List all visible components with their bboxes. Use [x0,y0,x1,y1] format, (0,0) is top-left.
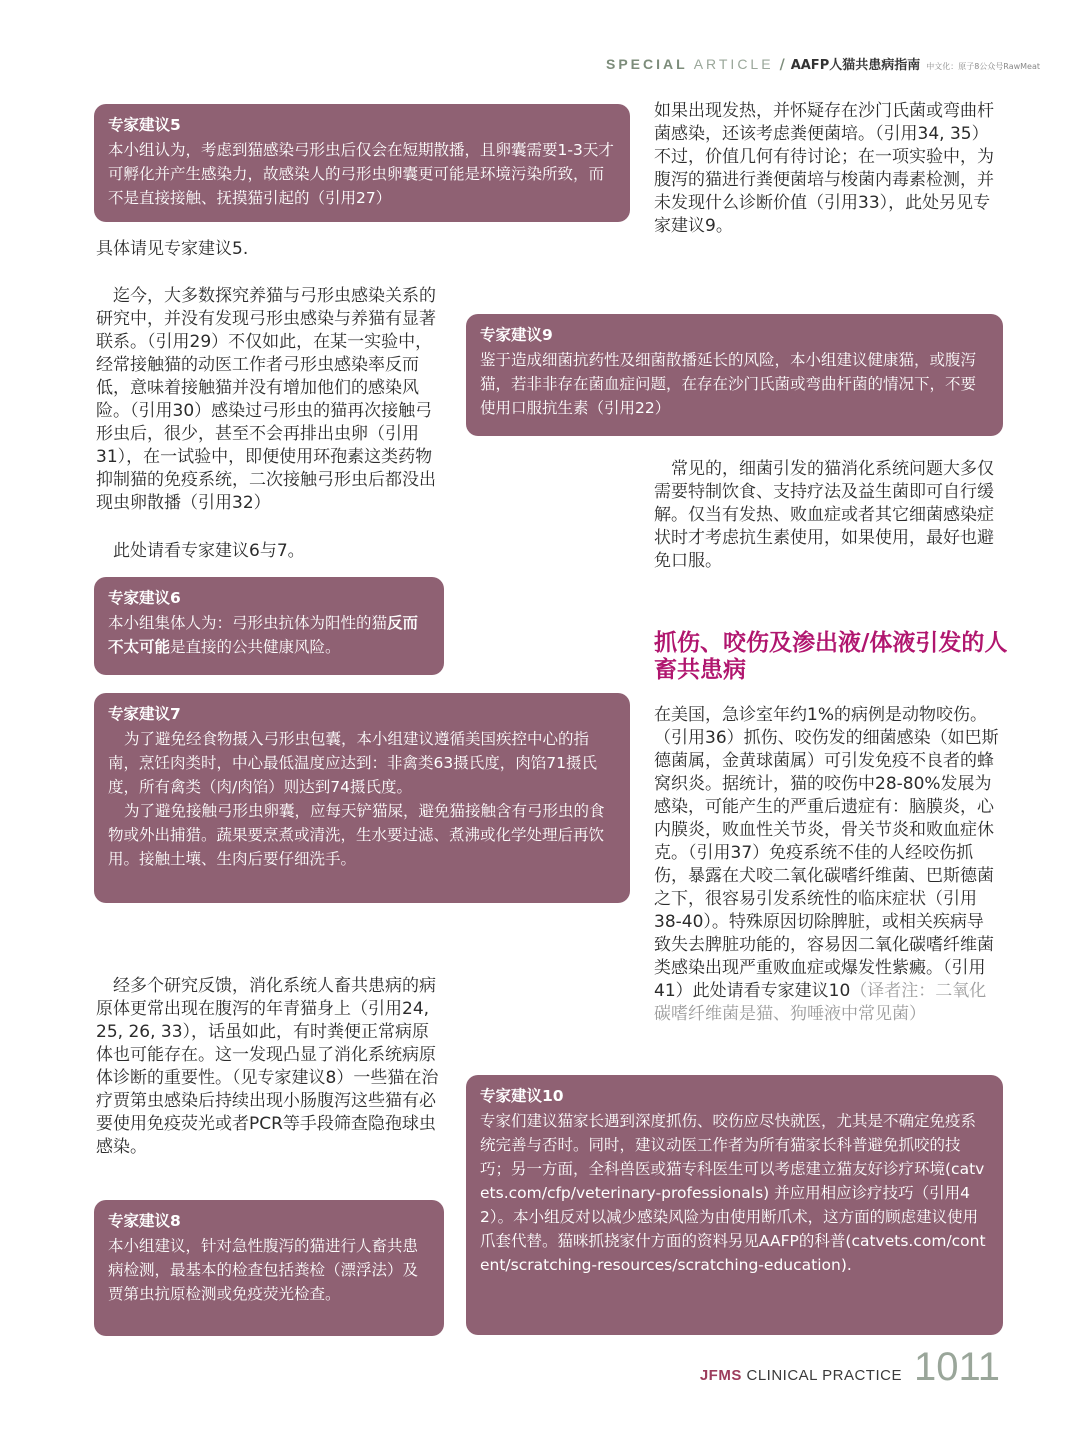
page-number: 1011 [913,1345,1000,1389]
recommendation-7-title: 专家建议7 [108,705,181,723]
header-slash: / [779,57,785,73]
digestive-paragraph: 经多个研究反馈，消化系统人畜共患病的病原体更常出现在腹泻的年青猫身上（引用24, 25, 26, 33），话虽如此，有时粪便正常病原体也可能存在。这一发现凸显了消化系统病原体诊断的重要性。（见专家建议8）一些猫在治疗贾第虫感染后持续出现小肠腹泻这些猫有必要使用免疫荧光或者PCR等手段筛查隐孢球虫感染。 [96,976,439,1157]
section-heading-bites: 抓伤、咬伤及渗出液/体液引发的人畜共患病 [654,630,1008,683]
recommendation-7-food: 为了避免经食物摄入弓形虫包囊，本小组建议遵循美国疾控中心的指南，烹饪肉类时，中心最低温度应达到：非禽类63摄氏度，肉馅71摄氏度，所有禽类（肉/肉馅）则达到74摄氏度。 [108,730,597,796]
recommendation-5-body: 本小组认为，考虑到猫感染弓形虫后仅会在短期散播，且卵囊需要1-3天才可孵化并产生感染力，故感染人的弓形虫卵囊更可能是环境污染所致，而不是直接接触、抚摸猫引起的（引用27） [108,141,614,207]
recommendation-6-title: 专家建议6 [108,589,181,607]
recommendation-6-body-a: 本小组集体人为：弓形虫抗体为阳性的猫 [108,614,388,632]
recommendation-8-title: 专家建议8 [108,1212,181,1230]
running-header [600,54,1040,76]
toxoplasma-paragraph: 迄今，大多数探究养猫与弓形虫感染关系的研究中，并没有发现弓形虫感染与养猫有显著联系。（引用29）不仅如此，在某一实验中，经常接触猫的动医工作者弓形虫感染率反而低，意味着接触猫并没有增加他们的感染风险。（引用30）感染过弓形虫的猫再次接触弓形虫后，很少，甚至不会再排出虫卵（引用31），在一试验中，即便使用环孢素这类药物抑制猫的免疫系统，二次接触弓形虫后都没出现虫卵散播（引用32） [96,286,436,513]
bites-text: 在美国，急诊室年约1%的病例是动物咬伤。（引用36）抓伤、咬伤发的细菌感染（如巴斯德菌属，金黄球菌属）可引发免疫不良者的蜂窝织炎。据统计，猫的咬伤中28-80%发展为感染，可能产生的严重后遗症有：脑膜炎，心内膜炎，败血性关节炎，骨关节炎和败血症休克。（引用37）免疫系统不佳的人经咬伤抓伤，暴露在犬咬二氧化碳嗜纤维菌、巴斯德菌之下，很容易引发系统性的临床症状（引用38-40）。特殊原因切除脾脏，或相关疾病导致失去脾脏功能的，容易因二氧化碳嗜纤维菌类感染出现严重败血症或爆发性紫癜。（引用41）此处请看专家建议10 [654,705,999,1001]
see-recommendation-5: 具体请见专家建议5. [96,239,249,259]
footer-journal-jfms: JFMS [699,1367,742,1384]
recommendation-6-emphasis: 反而不太可能 [108,614,419,656]
recommendation-7-box [94,693,630,903]
recommendation-9-box [466,314,1003,436]
recommendation-9-body: 鉴于造成细菌抗药性及细菌散播延长的风险，本小组建议健康猫，或腹泻猫，若非非存在菌血症问题，在存在沙门氏菌或弯曲杆菌的情况下，不要使用口服抗生素（引用22） [480,351,977,417]
recommendation-8-body: 本小组建议，针对急性腹泻的猫进行人畜共患病检测，最基本的检查包括粪检（漂浮法）及贾第虫抗原检测或免疫荧光检查。 [108,1237,419,1303]
recommendation-5-title: 专家建议5 [108,116,181,134]
header-article: ARTICLE [693,56,774,72]
fever-paragraph: 如果出现发热，并怀疑存在沙门氏菌或弯曲杆菌感染，还该考虑粪便菌培。（引用34, 35）不过，价值几何有待讨论；在一项实验中，为腹泻的猫进行粪便菌培与梭菌内毒素检测，并未发现什么诊断价值（引用33），此处另见专家建议9。 [654,101,994,236]
bites-paragraph [654,704,1000,1026]
see-recommendations-6-7: 此处请看专家建议6与7。 [113,541,305,561]
recommendation-9-title: 专家建议9 [480,326,553,344]
recommendation-10-body: 专家们建议猫家长遇到深度抓伤、咬伤应尽快就医，尤其是不确定免疫系统完善与否时。同时，建议动医工作者为所有猫家长科普避免抓咬的技巧；另一方面，全科兽医或猫专科医生可以考虑建立猫友好诊疗环境(catvets.com/cfp/veterinary-professionals) 并应用相应诊疗技巧（引用42）。本小组反对以减少感染风险为由使用断爪术，这方面的顾虑建议使用爪套代替。猫咪抓挠家什方面的资料另见AAFP的科普(catvets.com/content/scratching-resources/scratching-education). [480,1112,986,1274]
recommendation-5-box [94,104,630,222]
bacterial-paragraph: 常见的，细菌引发的猫消化系统问题大多仅需要特制饮食、支持疗法及益生菌即可自行缓解。仅当有发热、败血症或者其它细菌感染症状时才考虑抗生素使用，如果使用，最好也避免口服。 [654,459,994,571]
recommendation-6-box [94,577,444,675]
footer-journal [700,1367,902,1384]
footer-journal-rest: CLINICAL PRACTICE [746,1367,902,1384]
recommendation-10-title: 专家建议10 [480,1087,564,1105]
recommendation-7-oocyst: 为了避免接触弓形虫卵囊，应每天铲猫屎，避免猫接触含有弓形虫的食物或外出捕猎。蔬果要烹煮或清洗，生水要过滤、煮沸或化学处理后再饮用。接触土壤、生肉后要仔细洗手。 [108,802,605,868]
translator-note: （译者注：二氧化碳嗜纤维菌是猫、狗唾液中常见菌） [654,981,987,1024]
page-footer [700,1345,1000,1390]
recommendation-6-body [108,611,430,659]
recommendation-8-box [94,1200,444,1336]
header-credit: 中文化：原子8公众号RawMeat [926,62,1040,71]
header-title: AAFP人猫共患病指南 [790,58,921,73]
recommendation-10-box [466,1075,1003,1335]
recommendation-6-body-b: 是直接的公共健康风险。 [170,638,341,656]
header-special: SPECIAL [606,56,688,72]
